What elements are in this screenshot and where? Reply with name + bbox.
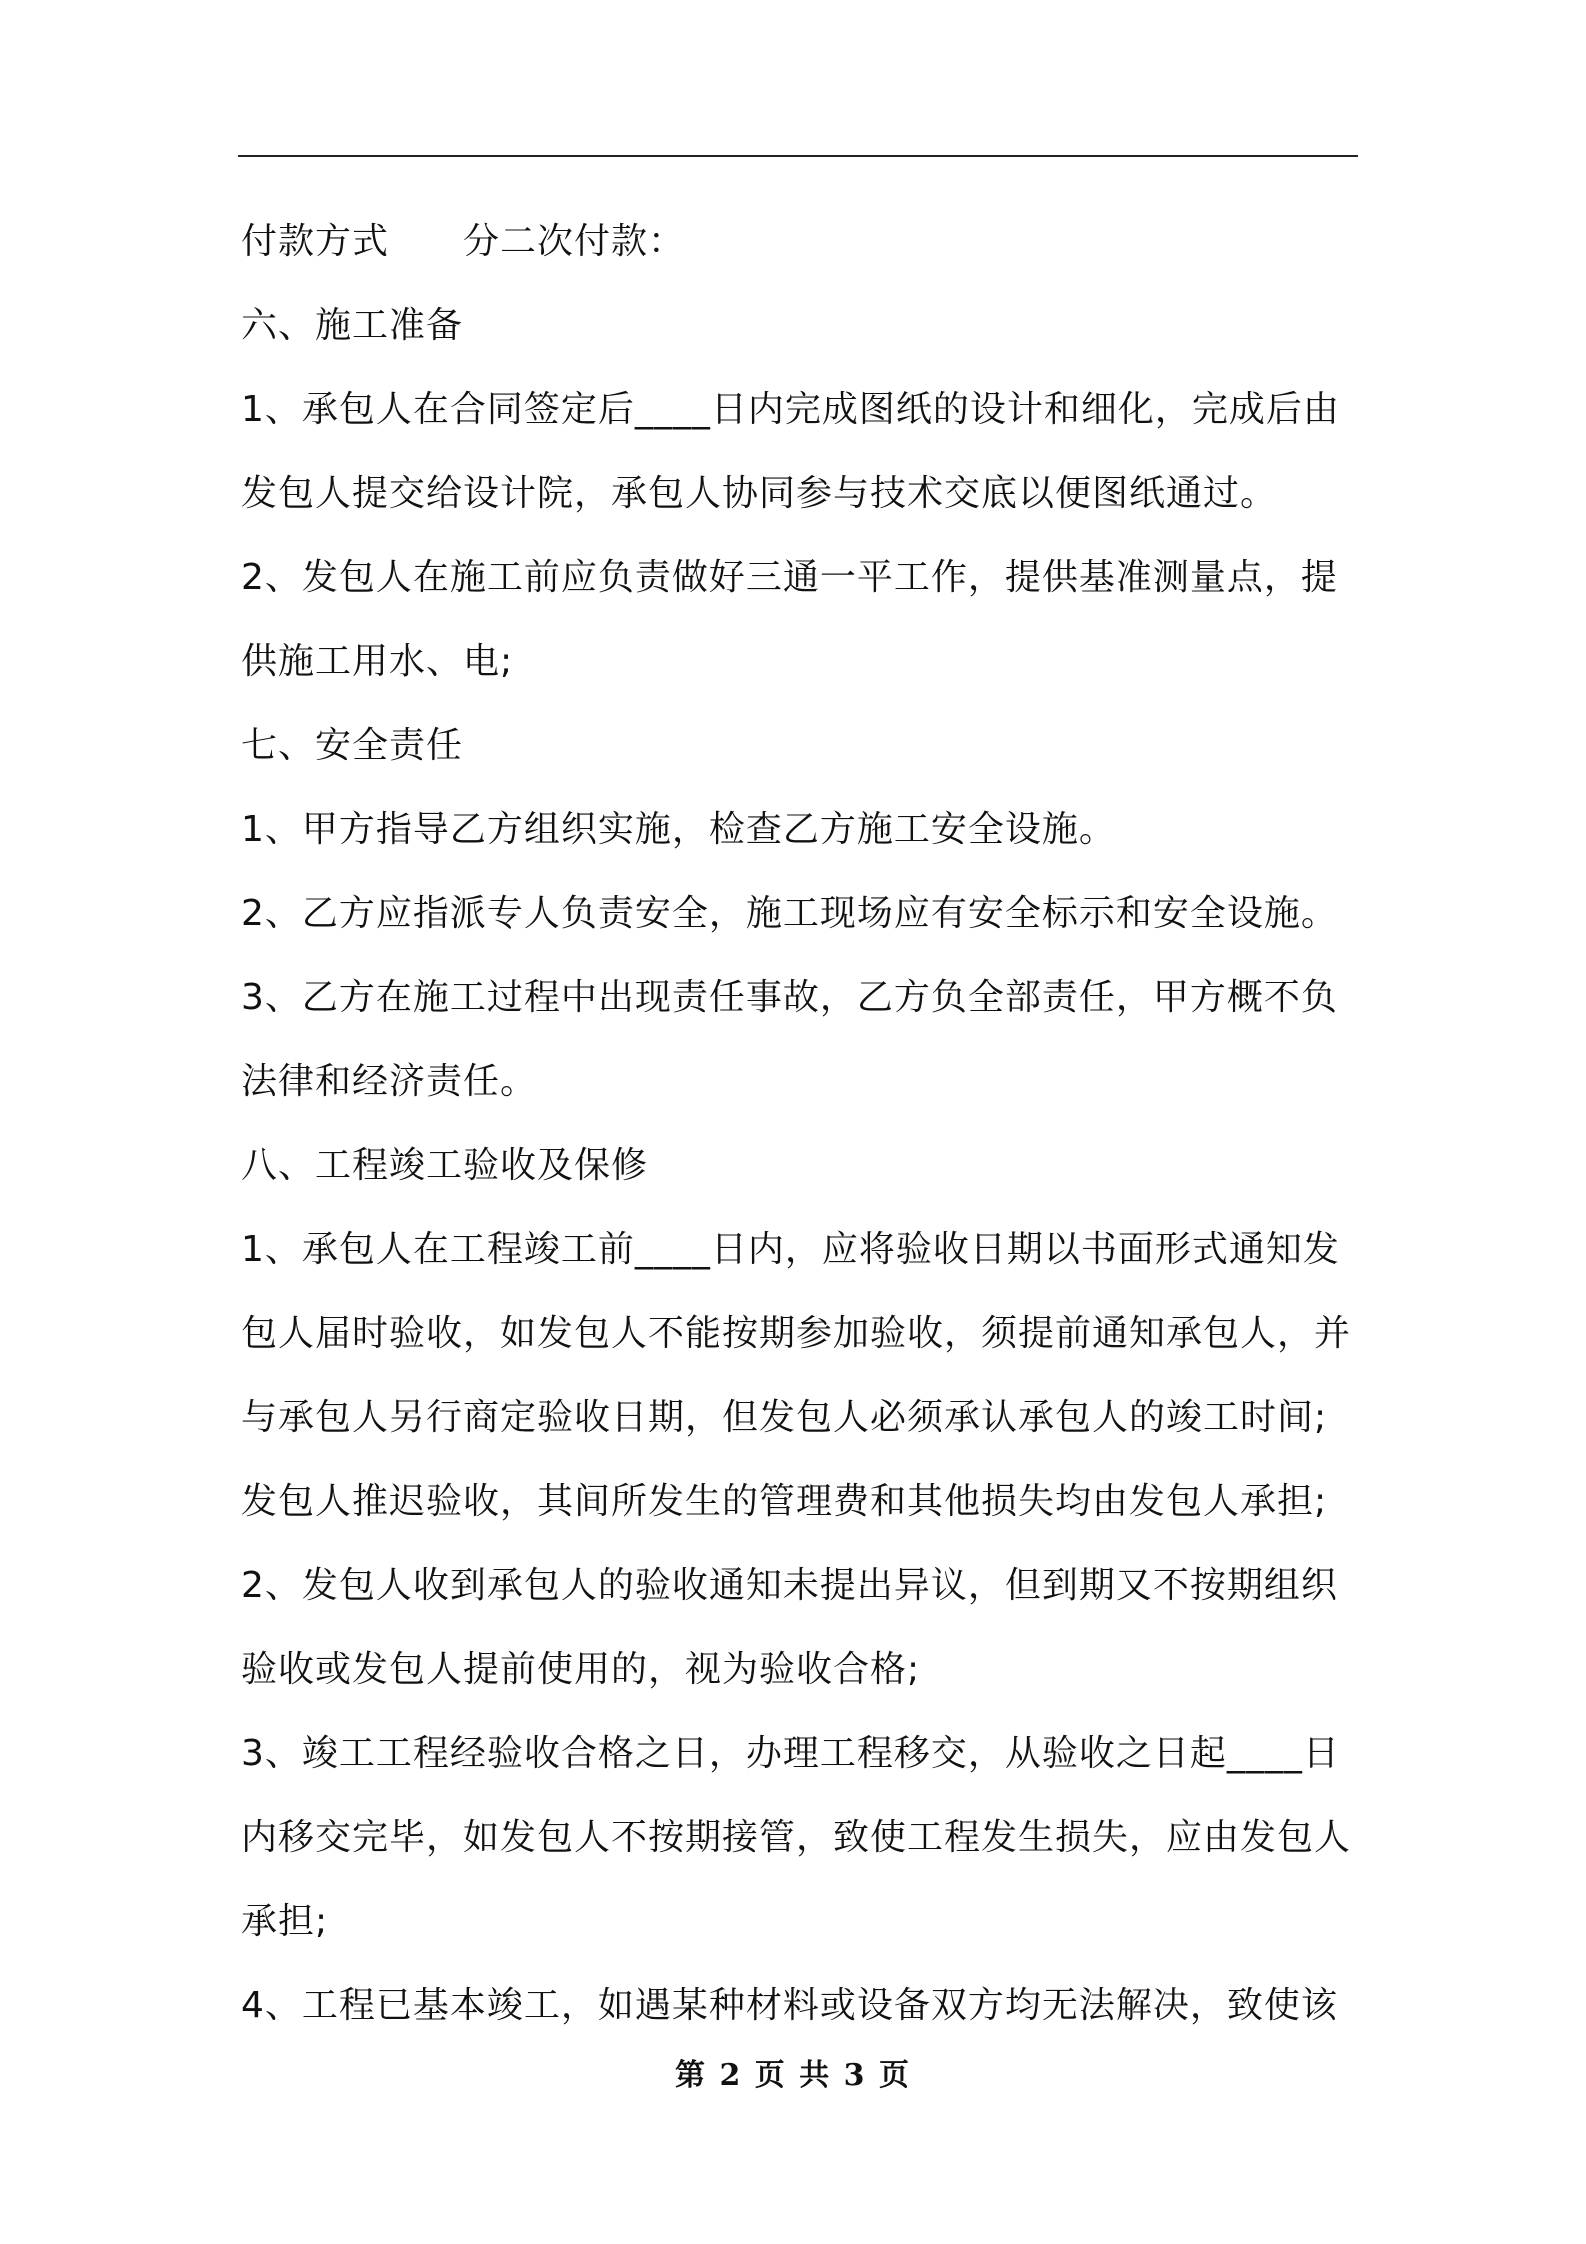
header-rule — [238, 155, 1358, 157]
paragraph-line: 1、承包人在合同签定后____日内完成图纸的设计和细化，完成后由 — [241, 389, 1340, 430]
section-heading-construction-prep: 六、施工准备 — [241, 305, 464, 346]
payment-method-line: 付款方式 分二次付款： — [241, 221, 686, 262]
paragraph-line: 3、竣工工程经验收合格之日，办理工程移交，从验收之日起____日 — [241, 1733, 1340, 1774]
paragraph-line: 内移交完毕，如发包人不按期接管，致使工程发生损失，应由发包人 — [241, 1817, 1352, 1858]
paragraph-line: 2、发包人在施工前应负责做好三通一平工作，提供基准测量点，提 — [241, 557, 1338, 598]
paragraph-line: 与承包人另行商定验收日期，但发包人必须承认承包人的竣工时间; — [241, 1397, 1328, 1438]
section-heading-safety: 七、安全责任 — [241, 725, 464, 766]
paragraph-line: 4、工程已基本竣工，如遇某种材料或设备双方均无法解决，致使该 — [241, 1985, 1338, 2026]
document-body — [241, 200, 1361, 2048]
paragraph-line: 承担; — [241, 1901, 329, 1942]
paragraph-line: 3、乙方在施工过程中出现责任事故，乙方负全部责任，甲方概不负 — [241, 977, 1338, 1018]
paragraph-line: 发包人提交给设计院，承包人协同参与技术交底以便图纸通过。 — [241, 473, 1278, 514]
paragraph-line: 法律和经济责任。 — [241, 1061, 538, 1102]
paragraph-line: 1、甲方指导乙方组织实施，检查乙方施工安全设施。 — [241, 809, 1116, 850]
page-number-footer: 第 2 页 共 3 页 — [675, 2058, 911, 2093]
paragraph-line: 1、承包人在工程竣工前____日内，应将验收日期以书面形式通知发 — [241, 1229, 1340, 1270]
paragraph-line: 包人届时验收，如发包人不能按期参加验收，须提前通知承包人，并 — [241, 1313, 1352, 1354]
paragraph-line: 2、发包人收到承包人的验收通知未提出异议，但到期又不按期组织 — [241, 1565, 1338, 1606]
section-heading-acceptance: 八、工程竣工验收及保修 — [241, 1145, 649, 1186]
paragraph-line: 供施工用水、电; — [241, 641, 514, 682]
paragraph-line: 验收或发包人提前使用的，视为验收合格; — [241, 1649, 921, 1690]
paragraph-line: 2、乙方应指派专人负责安全，施工现场应有安全标示和安全设施。 — [241, 893, 1338, 934]
paragraph-line: 发包人推迟验收，其间所发生的管理费和其他损失均由发包人承担; — [241, 1481, 1328, 1522]
